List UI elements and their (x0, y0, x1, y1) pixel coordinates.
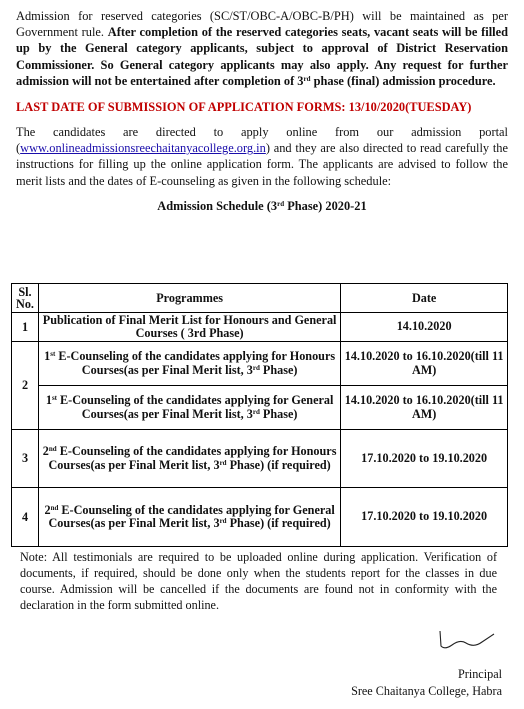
table-row (12, 313, 508, 342)
row-date: 14.10.2020 to 16.10.2020(till 11 AM) (341, 342, 508, 386)
row-programme: 2nd E-Counseling of the candidates applying for General Courses(as per Final Merit list, 3rd Phase) (if required) (38, 488, 340, 547)
row-programme: Publication of Final Merit List for Honours and General Courses ( 3rd Phase) (38, 313, 340, 342)
row-programme: 2nd E-Counseling of the candidates applying for Honours Courses(as per Final Merit list, 3rd Phase) (if required) (38, 430, 340, 488)
admission-schedule-table (11, 283, 508, 547)
header-sl-no: Sl. No. (12, 284, 39, 313)
principal-signature-icon (436, 628, 496, 652)
row-sl: 2 (12, 342, 39, 430)
signature-block (351, 666, 502, 699)
row-date: 14.10.2020 (341, 313, 508, 342)
admission-portal-link[interactable]: www.onlineadmissionsreechaitanyacollege.org.in (20, 141, 266, 156)
intro-bold-text: After completion of the reserved categories seats, vacant seats will be filled up by the General category applicants, subject to approval of District Reservation Commissioner. So General category applicants may also apply. Any request for further admission will not be entertained after completion of 3rd phase (final) admission procedure. (16, 25, 508, 88)
row-sl: 4 (12, 488, 39, 547)
portal-paragraph: The candidates are directed to apply online from our admission portal (www.onlineadmissionsreechaitanyacollege.org.in) and they are also directed to read carefully the instructions for filling up the online application form. The applicants are advised to follow the merit lists and the dates of E-counseling as given in the following schedule: (16, 125, 508, 188)
table-row (12, 386, 508, 430)
notice-body (16, 8, 508, 214)
intro-paragraph (16, 8, 508, 89)
row-date: 14.10.2020 to 16.10.2020(till 11 AM) (341, 386, 508, 430)
row-date: 17.10.2020 to 19.10.2020 (341, 430, 508, 488)
row-programme: 1st E-Counseling of the candidates applying for General Courses(as per Final Merit list, 3rd Phase) (38, 386, 340, 430)
header-programmes: Programmes (38, 284, 340, 313)
last-date-heading: LAST DATE OF SUBMISSION OF APPLICATION FORMS: 13/10/2020(TUESDAY) (16, 100, 472, 115)
row-sl: 1 (12, 313, 39, 342)
table-row (12, 430, 508, 488)
table-header-row (12, 284, 508, 313)
signatory-title: Principal (457, 667, 502, 681)
signatory-institution: Sree Chaitanya College, Habra (351, 683, 502, 698)
note-paragraph: Note: All testimonials are required to be uploaded online during application. Verification of documents, if required, should be done only when the students report for the classes in due course. Admission will be cancelled if the documents are found not in conformity with the declaration in the form submitted online. (20, 550, 497, 613)
header-date: Date (341, 284, 508, 313)
table-row (12, 488, 508, 547)
row-sl: 3 (12, 430, 39, 488)
intro-normal-text: Admission for reserved categories (SC/ST/OBC-A/OBC-B/PH) will be maintained as per Government rule. (16, 9, 508, 40)
schedule-title: Admission Schedule (3rd Phase) 2020-21 (157, 198, 367, 213)
table-row (12, 342, 508, 386)
row-programme: 1st E-Counseling of the candidates applying for Honours Courses(as per Final Merit list, 3rd Phase) (38, 342, 340, 386)
row-date: 17.10.2020 to 19.10.2020 (341, 488, 508, 547)
